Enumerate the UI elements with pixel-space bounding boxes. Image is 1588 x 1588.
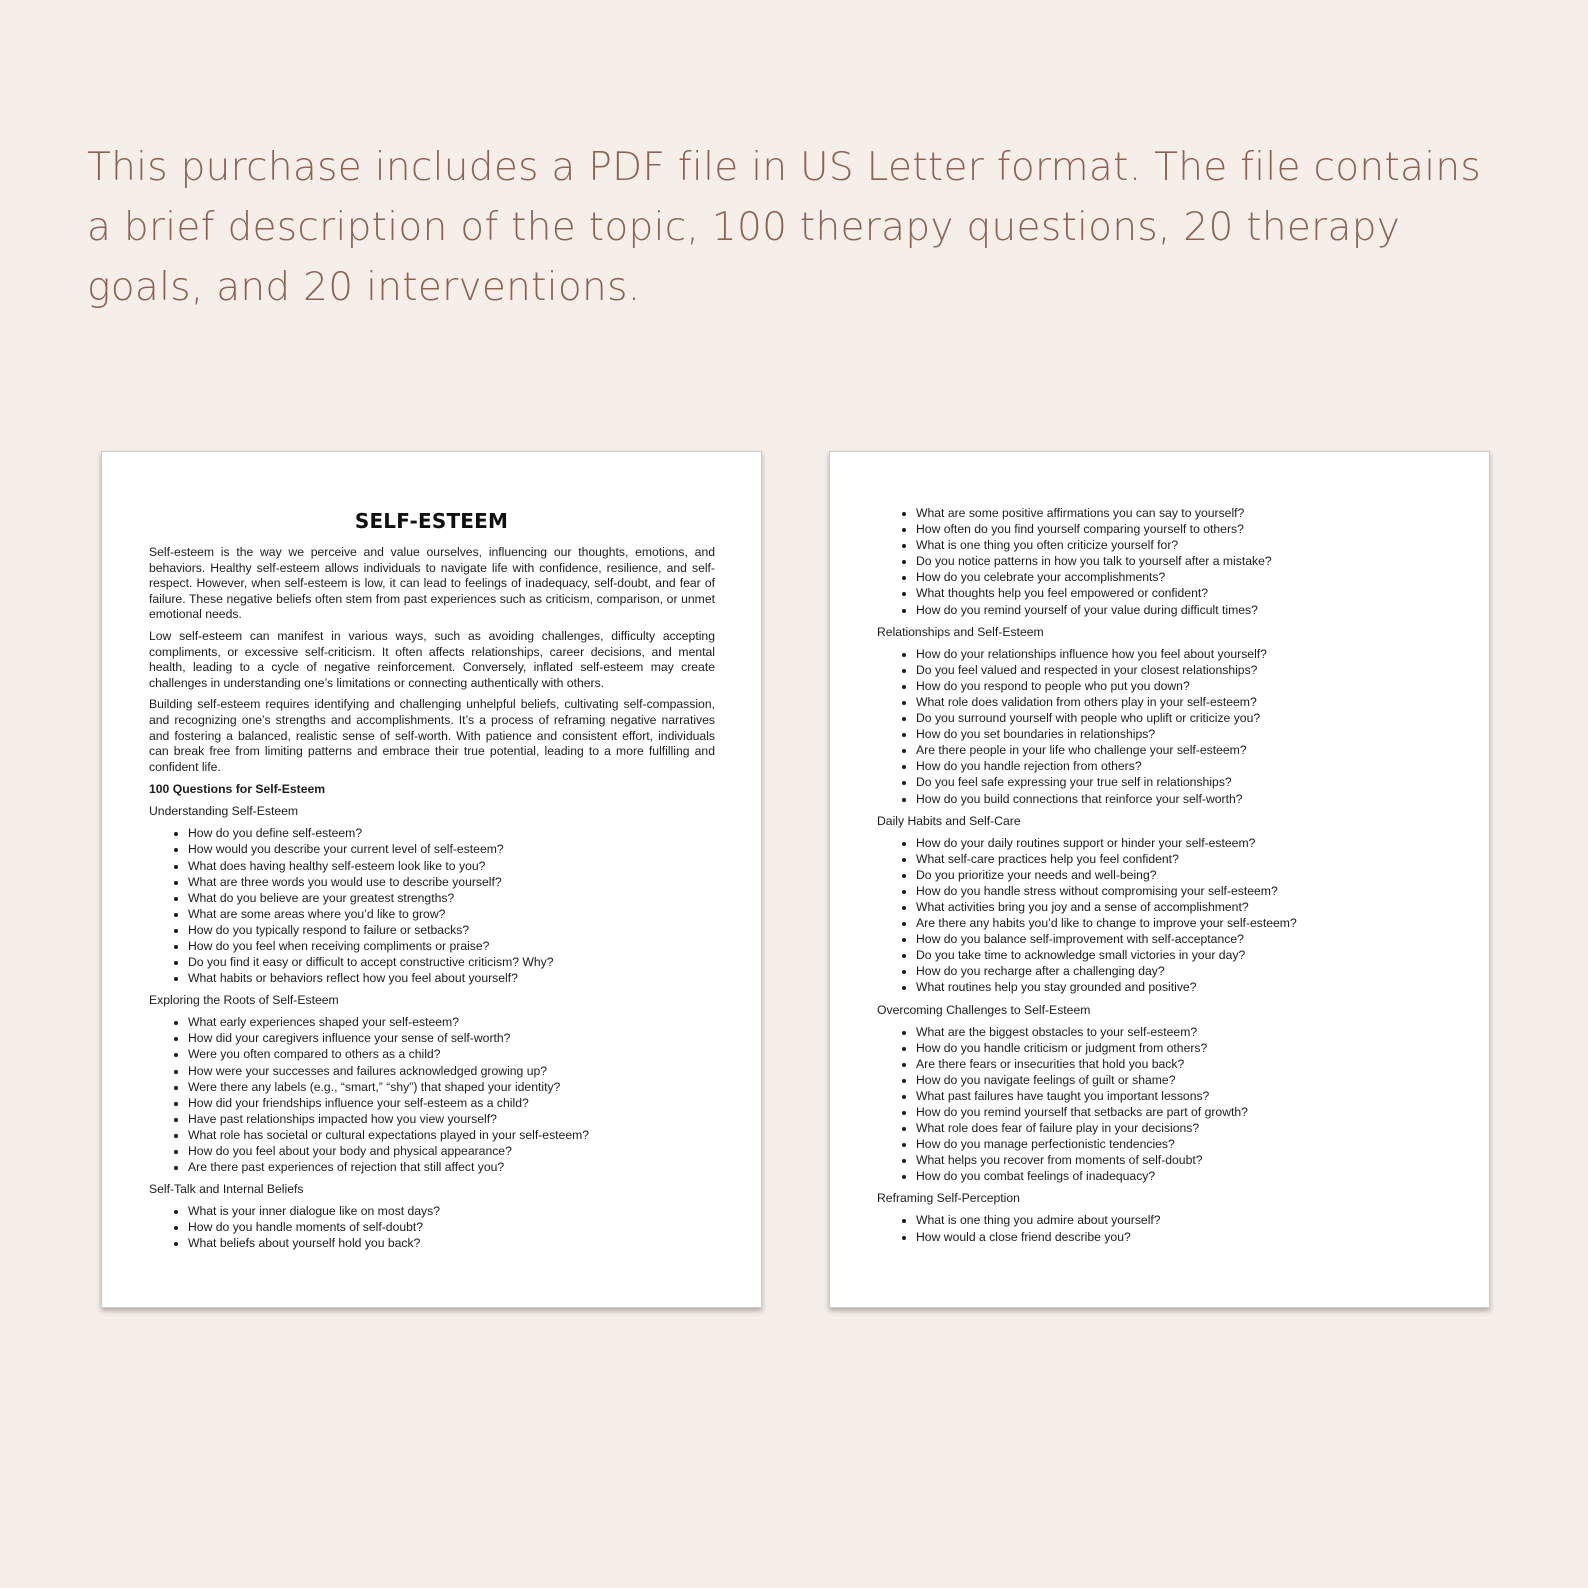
question-item: • What are some areas where you’d like to grow? [188, 906, 715, 922]
question-item: • Do you prioritize your needs and well-being? [916, 867, 1443, 883]
document-page-left [101, 451, 762, 1308]
question-list [877, 505, 1443, 618]
question-item: • How do you set boundaries in relationships? [916, 726, 1443, 742]
question-item: • What are three words you would use to describe yourself? [188, 874, 715, 890]
question-item: • What past failures have taught you important lessons? [916, 1088, 1443, 1104]
question-item: • How would a close friend describe you? [916, 1229, 1443, 1245]
question-item: • How do you typically respond to failure or setbacks? [188, 922, 715, 938]
question-item: • How do you manage perfectionistic tendencies? [916, 1136, 1443, 1152]
question-item: • Do you take time to acknowledge small victories in your day? [916, 947, 1443, 963]
question-item: • Do you surround yourself with people who uplift or criticize you? [916, 710, 1443, 726]
questions-heading: 100 Questions for Self-Esteem [149, 782, 326, 797]
question-item: • How do you combat feelings of inadequacy? [916, 1168, 1443, 1184]
question-item: • How do you remind yourself that setbacks are part of growth? [916, 1104, 1443, 1120]
question-item: • What are some positive affirmations you can say to yourself? [916, 505, 1443, 521]
intro-paragraph: Building self-esteem requires identifying and challenging unhelpful beliefs, cultivating self-compassion, and recognizing one’s strengths and accomplishments. It’s a process of reframing negative narratives and fostering a balanced, realistic sense of self-worth. With patience and consistent effort, individuals can break free from limiting patterns and embrace their true potential, leading to a more fulfilling and confident life. [149, 697, 715, 774]
question-item: • Do you feel valued and respected in your closest relationships? [916, 662, 1443, 678]
question-item: • Are there past experiences of rejection that still affect you? [188, 1159, 715, 1175]
question-item: • Do you find it easy or difficult to accept constructive criticism? Why? [188, 954, 715, 970]
document-title: SELF-ESTEEM [354, 509, 509, 533]
intro-paragraph: Self-esteem is the way we perceive and value ourselves, influencing our thoughts, emotions, and behaviors. Healthy self-esteem allows individuals to navigate life with confidence, resilience, and self-respect. However, when self-esteem is low, it can lead to feelings of inadequacy, self-doubt, and fear of failure. These negative beliefs often stem from past experiences such as criticism, comparison, or unmet emotional needs. [149, 545, 715, 622]
section-heading: Exploring the Roots of Self-Esteem [149, 993, 339, 1008]
section-heading: Relationships and Self-Esteem [877, 624, 1044, 639]
question-item: • What habits or behaviors reflect how you feel about yourself? [188, 970, 715, 986]
question-item: • Are there any habits you’d like to change to improve your self-esteem? [916, 915, 1443, 931]
question-item: • How were your successes and failures acknowledged growing up? [188, 1063, 715, 1079]
question-list [877, 835, 1443, 996]
question-item: • Were there any labels (e.g., “smart,” “shy”) that shaped your identity? [188, 1079, 715, 1095]
question-item: • What is one thing you admire about yourself? [916, 1212, 1443, 1228]
question-item: • Do you notice patterns in how you talk to yourself after a mistake? [916, 553, 1443, 569]
question-list [877, 1024, 1443, 1185]
section-heading: Understanding Self-Esteem [149, 804, 299, 819]
question-item: • How do you build connections that reinforce your self-worth? [916, 791, 1443, 807]
question-item: • What role does validation from others play in your self-esteem? [916, 694, 1443, 710]
question-item: • How do you define self-esteem? [188, 825, 715, 841]
section-heading: Self-Talk and Internal Beliefs [149, 1182, 304, 1197]
question-list [149, 825, 715, 986]
question-list [877, 1212, 1443, 1244]
question-item: • How do you balance self-improvement with self-acceptance? [916, 931, 1443, 947]
question-item: • What is one thing you often criticize yourself for? [916, 537, 1443, 553]
question-item: • What does having healthy self-esteem look like to you? [188, 858, 715, 874]
question-item: • How do you feel when receiving compliments or praise? [188, 938, 715, 954]
question-item: • How do you handle criticism or judgment from others? [916, 1040, 1443, 1056]
question-item: • Were you often compared to others as a child? [188, 1046, 715, 1062]
question-item: • What self-care practices help you feel confident? [916, 851, 1443, 867]
question-item: • How did your caregivers influence your sense of self-worth? [188, 1030, 715, 1046]
question-item: • How do you feel about your body and physical appearance? [188, 1143, 715, 1159]
question-list [149, 1203, 715, 1251]
question-item: • How would you describe your current level of self-esteem? [188, 841, 715, 857]
question-item: • How do you recharge after a challenging day? [916, 963, 1443, 979]
question-item: • What do you believe are your greatest strengths? [188, 890, 715, 906]
question-item: • What beliefs about yourself hold you back? [188, 1235, 715, 1251]
question-item: • Are there fears or insecurities that hold you back? [916, 1056, 1443, 1072]
question-item: • How do you handle rejection from others? [916, 758, 1443, 774]
section-heading: Daily Habits and Self-Care [877, 813, 1021, 828]
question-item: • What role does fear of failure play in your decisions? [916, 1120, 1443, 1136]
document-page-right [829, 451, 1490, 1308]
question-item: • What activities bring you joy and a sense of accomplishment? [916, 899, 1443, 915]
question-item: • What is your inner dialogue like on most days? [188, 1203, 715, 1219]
question-item: • How do your relationships influence how you feel about yourself? [916, 646, 1443, 662]
question-item: • What thoughts help you feel empowered or confident? [916, 585, 1443, 601]
question-item: • How do you respond to people who put you down? [916, 678, 1443, 694]
question-list [877, 646, 1443, 807]
question-item: • How do you handle stress without compromising your self-esteem? [916, 883, 1443, 899]
question-item: • How do you celebrate your accomplishments? [916, 569, 1443, 585]
left-page-content [149, 545, 715, 1257]
section-heading: Reframing Self-Perception [877, 1191, 1020, 1206]
question-item: • How do you remind yourself of your value during difficult times? [916, 602, 1443, 618]
section-heading: Overcoming Challenges to Self-Esteem [877, 1002, 1091, 1017]
question-item: • What are the biggest obstacles to your self-esteem? [916, 1024, 1443, 1040]
question-item: • Do you feel safe expressing your true self in relationships? [916, 774, 1443, 790]
question-item: • What role has societal or cultural expectations played in your self-esteem? [188, 1127, 715, 1143]
question-list [149, 1014, 715, 1175]
question-item: • What early experiences shaped your self-esteem? [188, 1014, 715, 1030]
question-item: • How do your daily routines support or hinder your self-esteem? [916, 835, 1443, 851]
question-item: • What routines help you stay grounded and positive? [916, 979, 1443, 995]
question-item: • Have past relationships impacted how you view yourself? [188, 1111, 715, 1127]
question-item: • Are there people in your life who challenge your self-esteem? [916, 742, 1443, 758]
question-item: • How do you navigate feelings of guilt or shame? [916, 1072, 1443, 1088]
headline: This purchase includes a PDF file in US Letter format. The file contains a brief description of the topic, 100 therapy questions, 20 therapy goals, and 20 interventions. [87, 145, 1482, 310]
right-page-content [877, 505, 1443, 1251]
question-item: • How often do you find yourself comparing yourself to others? [916, 521, 1443, 537]
question-item: • How did your friendships influence your self-esteem as a child? [188, 1095, 715, 1111]
question-item: • How do you handle moments of self-doubt? [188, 1219, 715, 1235]
intro-paragraph: Low self-esteem can manifest in various ways, such as avoiding challenges, difficulty accepting compliments, or excessive self-criticism. It often affects relationships, career decisions, and mental health, leading to a cycle of negative reinforcement. Conversely, inflated self-esteem may create challenges in understanding one’s limitations or connecting authentically with others. [149, 628, 715, 690]
question-item: • What helps you recover from moments of self-doubt? [916, 1152, 1443, 1168]
